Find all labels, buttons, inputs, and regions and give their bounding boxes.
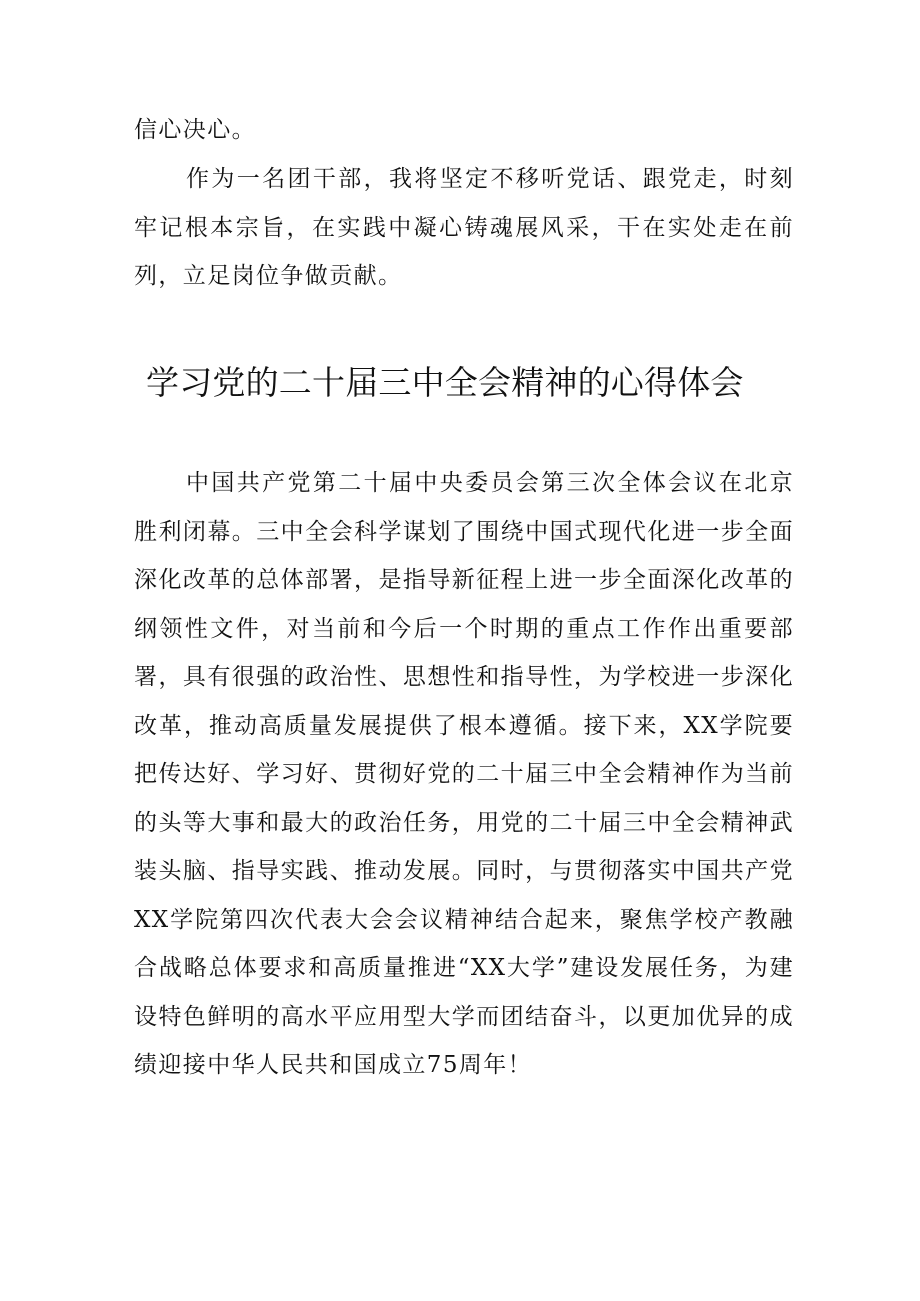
reflection-paragraph: 中国共产党第二十届中央委员会第三次全体会议在北京胜利闭幕。三中全会科学谋划了围绕中国式现代化进一步全面深化改革的总体部署，是指导新征程上进一步全面深化改革的纲领性文件，对当前和今后一个时期的重点工作作出重要部署，具有很强的政治性、思想性和指导性，为学校进一步深化改革，推动高质量发展提供了根本遵循。接下来，XX学院要把传达好、学习好、贯彻好党的二十届三中全会精神作为当前的头等大事和最大的政治任务，用党的二十届三中全会精神武装头脑、指导实践、推动发展。同时，与贯彻落实中国共产党XX学院第四次代表大会会议精神结合起来，聚焦学校产教融合战略总体要求和高质量推进“XX大学”建设发展任务，为建设特色鲜明的高水平应用型大学而团结奋斗，以更加优异的成绩迎接中华人民共和国成立75周年！ bbox=[134, 470, 794, 1078]
commitment-paragraph: 作为一名团干部，我将坚定不移听党话、跟党走，时刻牢记根本宗旨，在实践中凝心铸魂展风采，干在实处走在前列，立足岗位争做贡献。 bbox=[134, 166, 794, 289]
section-title: 学习党的二十届三中全会精神的心得体会 bbox=[146, 363, 744, 402]
continuation-paragraph: 信心决心。 bbox=[134, 117, 256, 143]
